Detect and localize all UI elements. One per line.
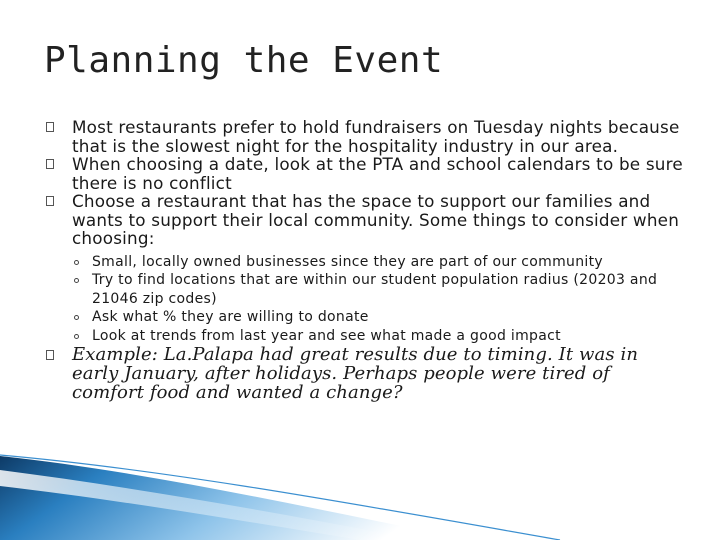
- square-bullet-icon: [46, 159, 54, 169]
- bullet-item: [44, 345, 684, 402]
- square-bullet-icon: [46, 122, 54, 132]
- sub-bullet-item: [72, 327, 684, 346]
- wave-band-dark: [0, 456, 470, 540]
- wave-line: [0, 455, 560, 540]
- bullet-text: Most restaurants prefer to hold fundraisers on Tuesday nights because that is the slowest night for the hospitality industry in our area.: [72, 117, 680, 156]
- bullet-text: Choose a restaurant that has the space to support our families and wants to support their local community. Some things to consider when choosing:: [72, 191, 680, 248]
- sub-bullet-list: [72, 253, 684, 346]
- bullet-item: [44, 155, 684, 192]
- sub-bullet-text: Look at trends from last year and see what made a good impact: [92, 327, 561, 344]
- bullet-item: [44, 118, 684, 155]
- page-title: Planning the Event: [44, 40, 444, 81]
- sub-bullet-item: [72, 271, 684, 308]
- circle-bullet-icon: [74, 278, 79, 283]
- bullet-text: When choosing a date, look at the PTA and school calendars to be sure there is no conflict: [72, 154, 683, 193]
- bullet-item: [44, 192, 684, 248]
- circle-bullet-icon: [74, 315, 79, 320]
- wave-band-light: [0, 470, 420, 540]
- bullet-text: Example: La.Palapa had great results due to timing. It was in early January, after holidays. Perhaps people were tired of comfort food and wanted a change?: [72, 344, 639, 403]
- sub-bullet-item: [72, 253, 684, 272]
- circle-bullet-icon: [74, 334, 79, 339]
- sub-bullet-text: Try to find locations that are within our student population radius (20203 and 21046 zip codes): [92, 272, 658, 307]
- circle-bullet-icon: [74, 260, 79, 265]
- square-bullet-icon: [46, 196, 54, 206]
- sub-bullet-item: [72, 308, 684, 327]
- sub-bullet-text: Ask what % they are willing to donate: [92, 309, 369, 325]
- sub-bullet-text: Small, locally owned businesses since they are part of our community: [92, 253, 603, 270]
- square-bullet-icon: [46, 350, 54, 360]
- slide-body: [44, 118, 684, 402]
